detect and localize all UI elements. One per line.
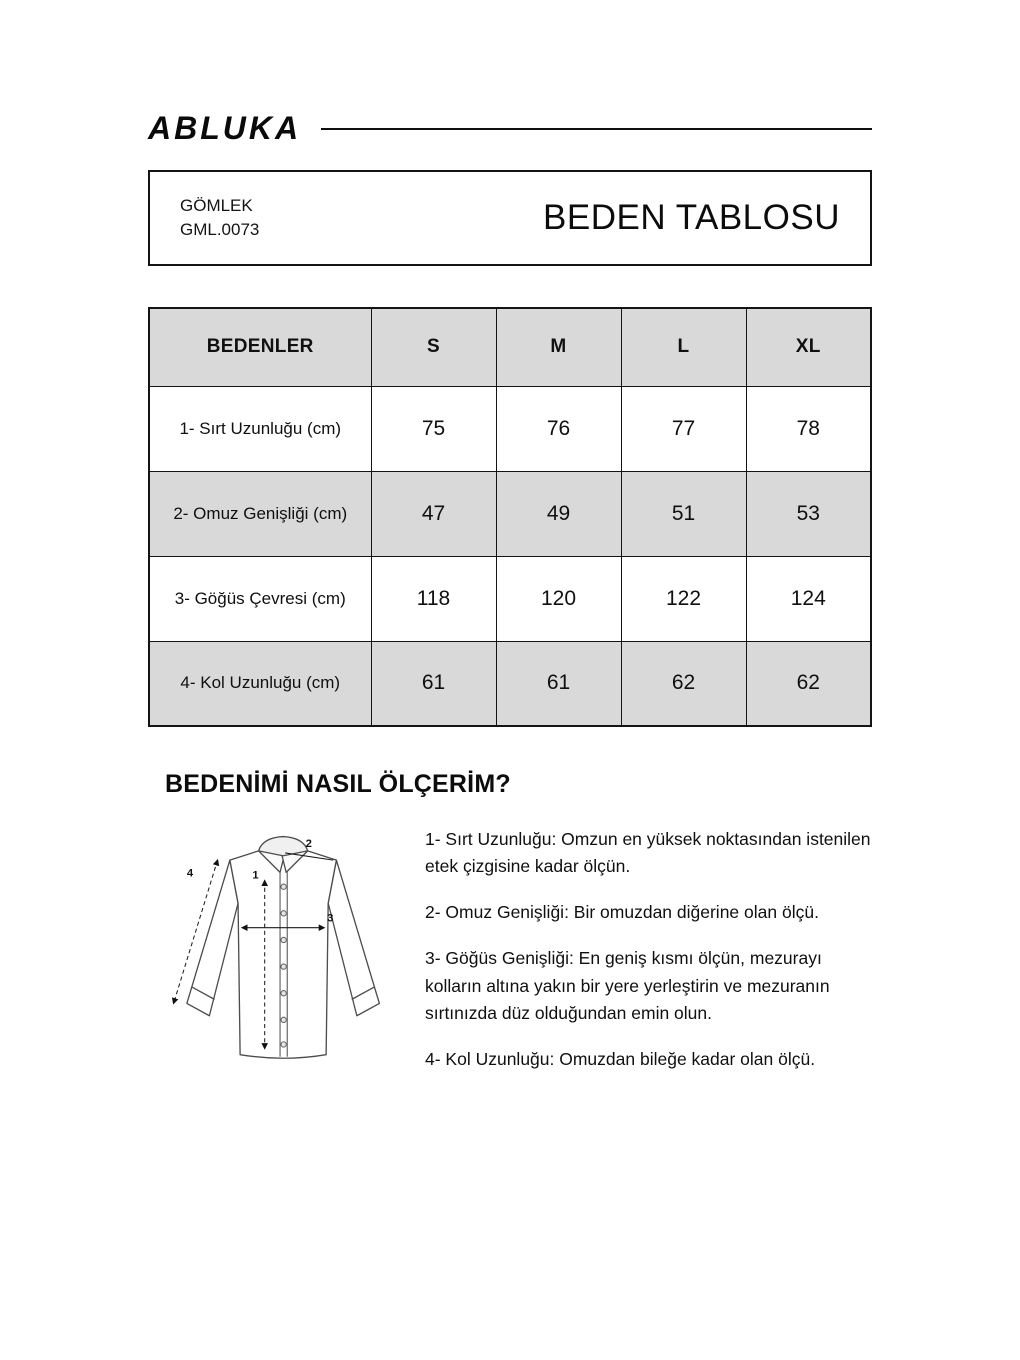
- measurement-instructions: [425, 826, 883, 1092]
- table-row: [149, 386, 871, 471]
- shirt-body: [230, 847, 336, 1058]
- row-label-chest: 3- Göğüs Çevresi (cm): [149, 556, 371, 641]
- cell-value: 53: [746, 471, 871, 556]
- cell-value: 51: [621, 471, 746, 556]
- instruction-chest: 3- Göğüs Genişliği: En geniş kısmı ölçün, mezurayı kolların altına yakın bir yere yerleştirin ve mezuranın sırtınızda düz olduğundan emin olun.: [425, 948, 830, 1023]
- cell-value: 120: [496, 556, 621, 641]
- row-label-sleeve-length: 4- Kol Uzunluğu (cm): [149, 641, 371, 726]
- diagram-label-1: 1: [252, 869, 259, 882]
- product-code: GML.0073: [180, 220, 260, 239]
- diagram-label-3: 3: [327, 912, 334, 925]
- cell-value: 75: [371, 386, 496, 471]
- cell-value: 61: [371, 641, 496, 726]
- cell-value: 61: [496, 641, 621, 726]
- diagram-label-2: 2: [305, 837, 312, 850]
- cell-value: 49: [496, 471, 621, 556]
- brand-logo: ABLUKA: [148, 110, 302, 146]
- size-table: [148, 307, 872, 727]
- table-row: [149, 641, 871, 726]
- shirt-outline: [187, 837, 380, 1059]
- product-info: [180, 194, 259, 242]
- brand-row: [148, 110, 872, 147]
- left-sleeve: [187, 860, 238, 1016]
- column-header-xl: XL: [746, 308, 871, 386]
- cell-value: 77: [621, 386, 746, 471]
- brand-divider-line: [321, 128, 872, 130]
- cell-value: 124: [746, 556, 871, 641]
- column-header-bedenler: BEDENLER: [149, 308, 371, 386]
- cell-value: 62: [746, 641, 871, 726]
- product-type: GÖMLEK: [180, 196, 253, 216]
- shirt-measurement-diagram: [150, 813, 406, 1069]
- cell-value: 78: [746, 386, 871, 471]
- cell-value: 62: [621, 641, 746, 726]
- column-header-m: M: [496, 308, 621, 386]
- row-label-shoulder-width: 2- Omuz Genişliği (cm): [149, 471, 371, 556]
- cell-value: 118: [371, 556, 496, 641]
- cell-value: 76: [496, 386, 621, 471]
- page-title: BEDEN TABLOSU: [543, 198, 840, 237]
- title-box: [148, 170, 872, 266]
- instruction-shoulder: 2- Omuz Genişliği: Bir omuzdan diğerine olan ölçü.: [425, 902, 819, 923]
- how-to-measure-heading: BEDENİMİ NASIL ÖLÇERİM?: [165, 770, 511, 798]
- instruction-sleeve-length: 4- Kol Uzunluğu: Omuzdan bileğe kadar olan ölçü.: [425, 1048, 816, 1069]
- row-label-back-length: 1- Sırt Uzunluğu (cm): [149, 386, 371, 471]
- diagram-label-4: 4: [186, 867, 194, 880]
- table-row: [149, 556, 871, 641]
- table-row: [149, 471, 871, 556]
- table-header-row: [149, 308, 871, 386]
- column-header-s: S: [371, 308, 496, 386]
- instruction-back-length: 1- Sırt Uzunluğu: Omzun en yüksek noktasından istenilen etek çizgisine kadar ölçün.: [425, 829, 871, 877]
- cell-value: 47: [371, 471, 496, 556]
- column-header-l: L: [621, 308, 746, 386]
- right-sleeve: [328, 860, 379, 1016]
- cell-value: 122: [621, 556, 746, 641]
